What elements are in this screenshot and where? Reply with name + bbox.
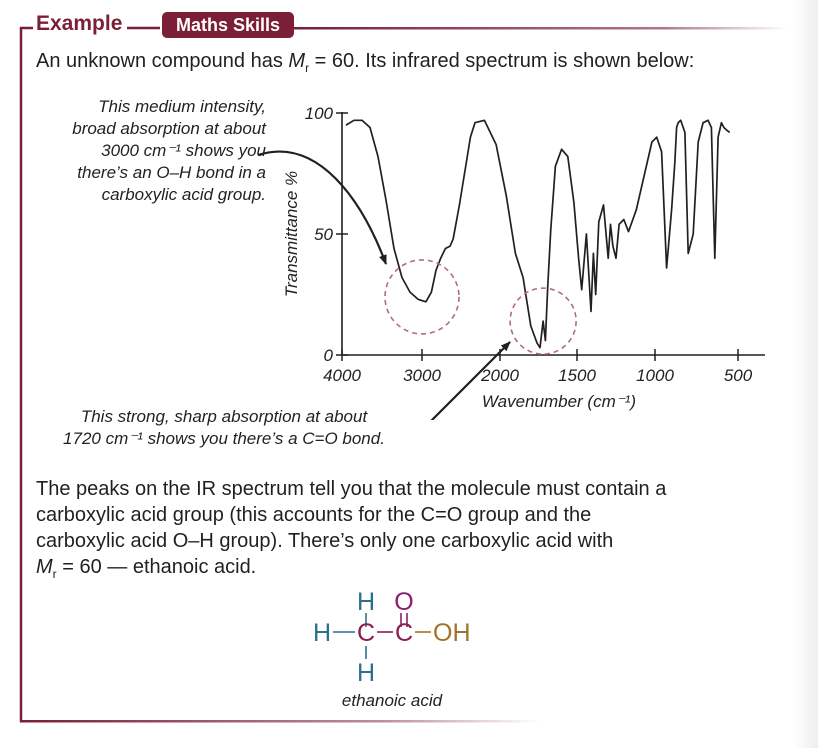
oh-annotation-line: This medium intensity,	[98, 97, 266, 116]
atom-h-left: H	[312, 619, 332, 647]
oh-annotation-line: there’s an O–H bond in a	[77, 163, 266, 182]
conclusion-line: carboxylic acid O–H group). There’s only one carboxylic acid with	[36, 530, 614, 552]
conclusion-line: The peaks on the IR spectrum tell you that the molecule must contain a	[36, 478, 667, 500]
x-tick-label: 2000	[481, 366, 519, 385]
y-tick-label: 50	[314, 225, 333, 244]
molecule-caption: ethanoic acid	[341, 691, 443, 710]
y-axis-label: Transmittance %	[282, 170, 301, 298]
maths-skills-badge: Maths Skills	[162, 12, 294, 38]
intro-part1: An unknown compound has	[36, 50, 289, 72]
y-tick-label: 0	[323, 346, 333, 365]
atom-c2: C	[394, 619, 414, 647]
oh-annotation-line: carboxylic acid group.	[101, 185, 266, 204]
group-oh: OH	[433, 619, 471, 647]
oh-annotation-line: 3000 cm⁻¹ shows you	[101, 141, 266, 160]
x-tick-label: 3000	[403, 366, 441, 385]
oh-annotation-line: broad absorption at about	[72, 119, 266, 138]
x-tick-label: 500	[723, 366, 753, 385]
x-axis-label: Wavenumber (cm⁻¹)	[481, 392, 637, 411]
x-tick-label: 1000	[636, 366, 674, 385]
conclusion-mr-subscript: r	[52, 567, 57, 581]
x-tick-label: 4000	[323, 366, 361, 385]
conclusion-rest: = 60 — ethanoic acid.	[56, 556, 257, 578]
conclusion-mr-symbol: M	[36, 556, 53, 578]
example-label: Example	[36, 12, 123, 35]
atom-h-top: H	[356, 588, 376, 616]
atom-h-bottom: H	[356, 659, 376, 687]
intro-mr-symbol: M	[288, 50, 306, 72]
intro-part2: = 60. Its infrared spectrum is shown below:	[309, 50, 695, 72]
y-tick-label: 100	[304, 104, 333, 123]
atom-c1: C	[356, 619, 376, 647]
co-annotation-line: This strong, sharp absorption at about	[80, 407, 368, 426]
atom-o-top: O	[394, 588, 414, 616]
intro-mr-subscript: r	[305, 61, 310, 75]
x-tick-label: 1500	[558, 366, 596, 385]
conclusion-line: carboxylic acid group (this accounts for the C=O group and the	[36, 504, 592, 526]
co-annotation-line: 1720 cm⁻¹ shows you there’s a C=O bond.	[63, 429, 385, 448]
